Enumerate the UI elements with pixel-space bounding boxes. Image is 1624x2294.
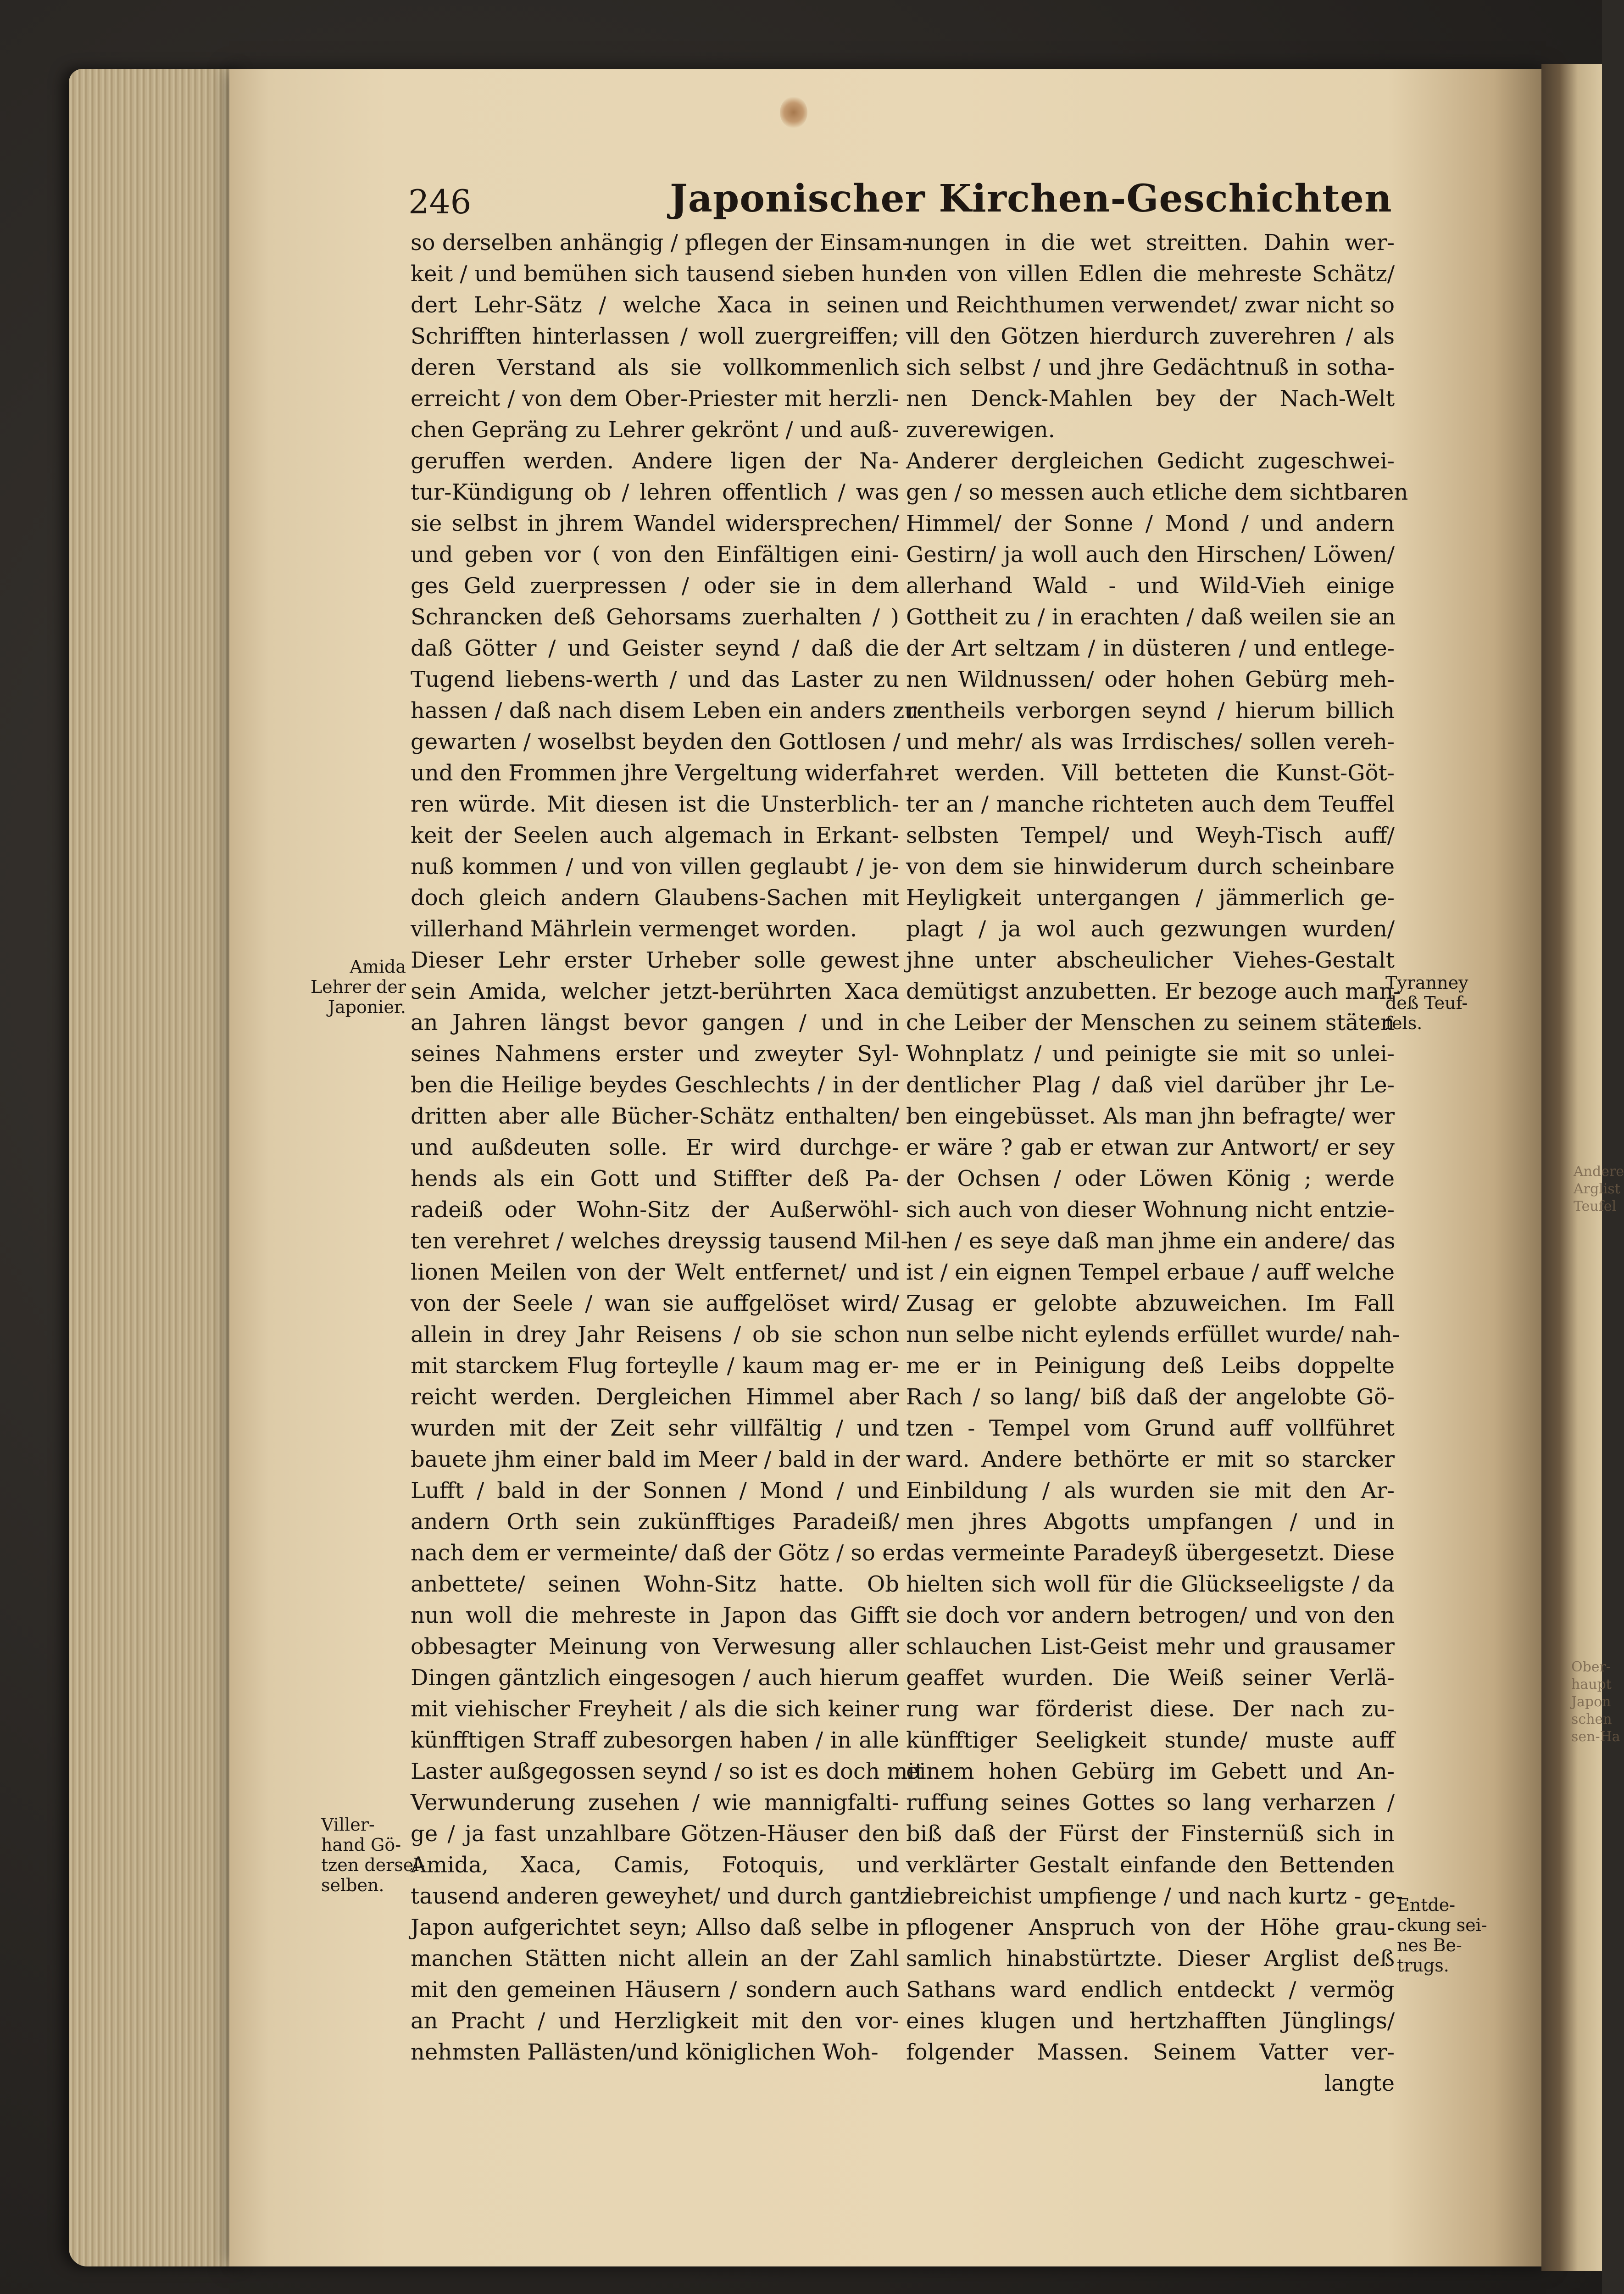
text-line: den von villen Edlen die mehreste Schätz/ — [906, 261, 1395, 287]
text-line: erreicht / von dem Ober-Priester mit herzli- — [411, 386, 899, 412]
text-line: ges Geld zuerpressen / oder sie in dem — [411, 573, 899, 599]
text-line: villerhand Mährlein vermenget worden. — [411, 916, 857, 942]
text-line: ter an / manche richteten auch dem Teuffel — [906, 791, 1395, 817]
text-line: chen Gepräng zu Lehrer gekrönt / und auß- — [411, 417, 899, 443]
text-line: jhne unter abscheulicher Viehes-Gestalt — [906, 947, 1395, 973]
text-line: Amida, Xaca, Camis, Fotoquis, und — [411, 1852, 899, 1878]
text-line: dert Lehr-Sätz / welche Xaca in seinen — [411, 292, 899, 318]
text-line: tur-Kündigung ob / lehren offentlich / was — [411, 479, 899, 505]
text-line: vill den Götzen hierdurch zuverehren / als — [906, 323, 1395, 349]
text-line: künfftiger Seeligkeit stunde/ muste auff — [906, 1727, 1395, 1753]
text-line: bauete jhm einer bald im Meer / bald in der — [411, 1447, 900, 1472]
facing-page-fragment-upper — [1574, 1163, 1624, 1215]
text-line: und Reichthumen verwendet/ zwar nicht so — [906, 292, 1395, 318]
note-line: Viller- — [321, 1815, 375, 1835]
note-line: nes Be- — [1397, 1935, 1462, 1955]
text-line: Lufft / bald in der Sonnen / Mond / und — [411, 1478, 899, 1503]
text-line: und geben vor ( von den Einfältigen eini- — [411, 542, 899, 568]
text-line: allein in drey Jahr Reisens / ob sie schon — [411, 1322, 899, 1347]
note-line: Arglist — [1574, 1181, 1620, 1197]
text-line: geaffet wurden. Die Weiß seiner Verlä- — [906, 1665, 1395, 1691]
text-line: che Leiber der Menschen zu seinem stäten — [906, 1010, 1395, 1036]
text-line: nehmsten Pallästen/und königlichen Woh- — [411, 2039, 879, 2065]
text-line: schlauchen List-Geist mehr und grausamer — [906, 1634, 1395, 1659]
text-line: selbsten Tempel/ und Weyh-Tisch auff/ — [906, 823, 1395, 848]
note-line: Teufel — [1574, 1198, 1617, 1214]
text-line: der Ochsen / oder Löwen König ; werde — [906, 1166, 1395, 1192]
text-line: sein Amida, welcher jetzt-berührten Xaca — [411, 979, 899, 1004]
text-line: hends als ein Gott und Stiffter deß Pa- — [411, 1166, 899, 1192]
text-line: Schrancken deß Gehorsams zuerhalten / ) — [411, 604, 899, 630]
text-line: pflogener Anspruch von der Höhe grau- — [906, 1915, 1395, 1940]
text-line: ten verehret / welches dreyssig tausend Mil- — [411, 1228, 908, 1254]
text-line: von dem sie hinwiderum durch scheinbare — [906, 854, 1395, 880]
text-line: Himmel/ der Sonne / Mond / und andern — [906, 511, 1395, 536]
text-line: Gestirn/ ja woll auch den Hirschen/ Löwen/ — [906, 542, 1395, 568]
facing-page-fragment-lower — [1571, 1659, 1620, 1746]
note-line: Tyranney — [1385, 973, 1468, 993]
text-line: das vermeinte Paradeyß übergesetzt. Diese — [906, 1540, 1395, 1566]
text-line: radeiß oder Wohn-Sitz der Außerwöhl- — [411, 1197, 899, 1223]
text-line: an Pracht / und Herzligkeit mit den vor- — [411, 2008, 899, 2034]
running-title: Japonischer Kirchen-Geschichten — [670, 177, 1392, 221]
note-line: selben. — [321, 1875, 384, 1895]
text-line: verklärter Gestalt einfande den Bettenden — [906, 1852, 1395, 1878]
text-line: einem hohen Gebürg im Gebett und An- — [906, 1759, 1395, 1784]
text-line: Zusag er gelobte abzuweichen. Im Fall — [906, 1291, 1395, 1316]
text-line: Verwunderung zusehen / wie mannigfalti- — [411, 1790, 899, 1815]
right-text-column — [906, 227, 1408, 2099]
note-line: fels. — [1385, 1013, 1423, 1033]
text-line: ren würde. Mit diesen ist die Unsterblich- — [411, 791, 899, 817]
text-line: tzen - Tempel vom Grund auff vollführet — [906, 1415, 1395, 1441]
text-line: ge / ja fast unzahlbare Götzen-Häuser den — [411, 1821, 899, 1847]
note-line: schen — [1571, 1711, 1612, 1727]
text-line: eines klugen und hertzhafften Jünglings/ — [906, 2008, 1395, 2034]
text-line: der Art seltzam / in düsteren / und entlege- — [906, 635, 1395, 661]
text-line: obbesagter Meinung von Verwesung aller — [411, 1634, 899, 1659]
text-line: hielten sich woll für die Glückseeligste / da — [906, 1571, 1395, 1597]
text-line: andern Orth sein zukünfftiges Paradeiß/ — [411, 1509, 899, 1535]
text-line: sich auch von dieser Wohnung nicht entzie- — [906, 1197, 1395, 1223]
text-line: ret werden. Vill betteten die Kunst-Göt- — [906, 760, 1395, 786]
text-line: biß daß der Fürst der Finsternüß sich in — [906, 1821, 1395, 1847]
text-line: mit viehischer Freyheit / als die sich keiner — [411, 1696, 899, 1722]
text-line: Dieser Lehr erster Urheber solle gewest — [411, 947, 899, 973]
text-line: nen Denck-Mahlen bey der Nach-Welt — [906, 386, 1395, 412]
text-line: und den Frommen jhre Vergeltung widerfah- — [411, 760, 912, 786]
text-line: nuß kommen / und von villen geglaubt / je- — [411, 854, 899, 880]
text-line: keit der Seelen auch algemach in Erkant- — [411, 823, 899, 848]
text-line: gewarten / woselbst beyden den Gottlosen / — [411, 729, 901, 755]
text-line: Anderer dergleichen Gedicht zugeschwei- — [906, 448, 1395, 474]
text-line: von der Seele / wan sie auffgelöset wird/ — [411, 1291, 899, 1316]
text-line: mit starckem Flug forteylle / kaum mag er- — [411, 1353, 899, 1379]
text-line: tausend anderen geweyhet/ und durch gantz — [411, 1883, 912, 1909]
text-line: sie doch vor andern betrogen/ und von den — [906, 1603, 1395, 1628]
book-page-edges — [69, 69, 243, 2266]
text-line: ben eingebüsset. Als man jhn befragte/ wer — [906, 1103, 1395, 1129]
text-line: Wohnplatz / und peinigte sie mit so unlei- — [906, 1041, 1395, 1067]
text-line: folgender Massen. Seinem Vatter ver- — [906, 2039, 1395, 2065]
text-line: an Jahren längst bevor gangen / und in — [411, 1010, 899, 1036]
text-line: ward. Andere bethörte er mit so starcker — [906, 1447, 1395, 1472]
text-line: nungen in die wet streitten. Dahin wer- — [906, 230, 1395, 256]
text-line: daß Götter / und Geister seynd / daß die — [411, 635, 899, 661]
text-line: ist / ein eignen Tempel erbaue / auff welche — [906, 1259, 1395, 1285]
text-line: plagt / ja wol auch gezwungen wurden/ — [906, 916, 1395, 942]
text-line: geruffen werden. Andere ligen der Na- — [411, 448, 899, 474]
text-line: Gottheit zu / in erachten / daß weilen sie an — [906, 604, 1396, 630]
text-line: me er in Peinigung deß Leibs doppelte — [906, 1353, 1395, 1379]
note-line: Lehrer der — [310, 977, 406, 997]
text-line: Sathans ward endlich entdeckt / vermög — [906, 1977, 1395, 2003]
text-line: deren Verstand als sie vollkommenlich — [411, 355, 899, 380]
text-line: Tugend liebens-werth / und das Laster zu — [411, 667, 899, 692]
text-line: wurden mit der Zeit sehr villfältig / und — [411, 1415, 899, 1441]
note-line: Amida — [350, 957, 406, 977]
text-line: anbettete/ seinen Wohn-Sitz hatte. Ob — [411, 1571, 899, 1597]
margin-note-tyranney — [1385, 973, 1468, 1033]
text-line: nun woll die mehreste in Japon das Gifft — [411, 1603, 899, 1628]
text-line: men jhres Abgotts umpfangen / und in — [906, 1509, 1395, 1535]
text-line: ruffung seines Gottes so lang verharzen / — [906, 1790, 1395, 1815]
text-line: er wäre ? gab er etwan zur Antwort/ er sey — [906, 1135, 1395, 1160]
text-line: Einbildung / als wurden sie mit den Ar- — [906, 1478, 1395, 1503]
note-line: Entde- — [1397, 1895, 1456, 1915]
text-line: und mehr/ als was Irrdisches/ sollen vereh- — [906, 729, 1395, 755]
note-line: hand Gö- — [321, 1835, 401, 1855]
note-line: trugs. — [1397, 1955, 1449, 1976]
text-line: Rach / so lang/ biß daß der angelobte Gö- — [906, 1384, 1395, 1410]
margin-note-entdeckung — [1397, 1895, 1487, 1976]
note-line: Japon — [1571, 1694, 1611, 1710]
text-line: nun selbe nicht eylends erfüllet wurde/ nah- — [906, 1322, 1400, 1347]
note-line: deß Teuf- — [1385, 993, 1468, 1013]
text-line: samlich hinabstürtzte. Dieser Arglist deß — [906, 1946, 1395, 1971]
text-line: rentheils verborgen seynd / hierum billich — [906, 698, 1395, 724]
text-line: Heyligkeit untergangen / jämmerlich ge- — [906, 885, 1395, 911]
text-line: seines Nahmens erster und zweyter Syl- — [411, 1041, 899, 1067]
text-line: keit / und bemühen sich tausend sieben hun- — [411, 261, 912, 287]
note-line: sen-Ha — [1571, 1729, 1620, 1745]
text-line: gen / so messen auch etliche dem sichtbaren — [906, 479, 1408, 505]
text-line: nach dem er vermeinte/ daß der Götz / so er — [411, 1540, 906, 1566]
page-number: 246 — [408, 183, 472, 221]
margin-note-viller — [321, 1815, 425, 1895]
left-text-column — [411, 227, 926, 2068]
text-line: liebreichist umpfienge / und nach kurtz - ge- — [906, 1883, 1403, 1909]
text-line: Japon aufgerichtet seyn; Allso daß selbe in — [411, 1915, 899, 1940]
text-line: lionen Meilen von der Welt entfernet/ und — [411, 1259, 899, 1285]
text-line: hassen / daß nach disem Leben ein anders zu- — [411, 698, 926, 724]
text-line: künfftigen Straff zubesorgen haben / in alle — [411, 1727, 899, 1753]
note-line: Ober- — [1571, 1659, 1611, 1675]
text-line: zuverewigen. — [906, 417, 1055, 443]
text-line: Schrifften hinterlassen / woll zuergreiffen; — [411, 323, 899, 349]
text-line: demütigst anzubetten. Er bezoge auch man- — [906, 979, 1401, 1004]
text-line: so derselben anhängig / pflegen der Einsam- — [411, 230, 910, 256]
paper-stain — [780, 96, 807, 128]
text-line: dritten aber alle Bücher-Schätz enthalten/ — [411, 1103, 899, 1129]
note-line: haupt — [1571, 1676, 1612, 1693]
text-line: doch gleich andern Glaubens-Sachen mit — [411, 885, 899, 911]
text-line: hen / es seye daß man jhme ein andere/ das — [906, 1228, 1396, 1254]
note-line: tzen dersel- — [321, 1855, 425, 1875]
text-line: allerhand Wald - und Wild-Vieh einige — [906, 573, 1395, 599]
text-line: manchen Stätten nicht allein an der Zahl — [411, 1946, 899, 1971]
note-line: Japonier. — [328, 997, 406, 1017]
text-line: mit den gemeinen Häusern / sondern auch — [411, 1977, 899, 2003]
text-line: und außdeuten solle. Er wird durchge- — [411, 1135, 899, 1160]
text-line: rung war förderist diese. Der nach zu- — [906, 1696, 1395, 1722]
text-line: nen Wildnussen/ oder hohen Gebürg meh- — [906, 667, 1395, 692]
text-line: dentlicher Plag / daß viel darüber jhr Le- — [906, 1072, 1395, 1098]
text-line: sich selbst / und jhre Gedächtnuß in sotha- — [906, 355, 1395, 380]
text-line: langte — [1324, 2071, 1395, 2096]
note-line: ckung sei- — [1397, 1915, 1487, 1935]
text-line: Dingen gäntzlich eingesogen / auch hierum — [411, 1665, 899, 1691]
text-line: ben die Heilige beydes Geschlechts / in der — [411, 1072, 899, 1098]
text-line: Laster außgegossen seynd / so ist es doch mit — [411, 1759, 924, 1784]
margin-note-amida — [305, 957, 406, 1017]
note-line: Andere — [1574, 1164, 1624, 1180]
text-line: reicht werden. Dergleichen Himmel aber — [411, 1384, 899, 1410]
text-line: sie selbst in jhrem Wandel widersprechen/ — [411, 511, 899, 536]
